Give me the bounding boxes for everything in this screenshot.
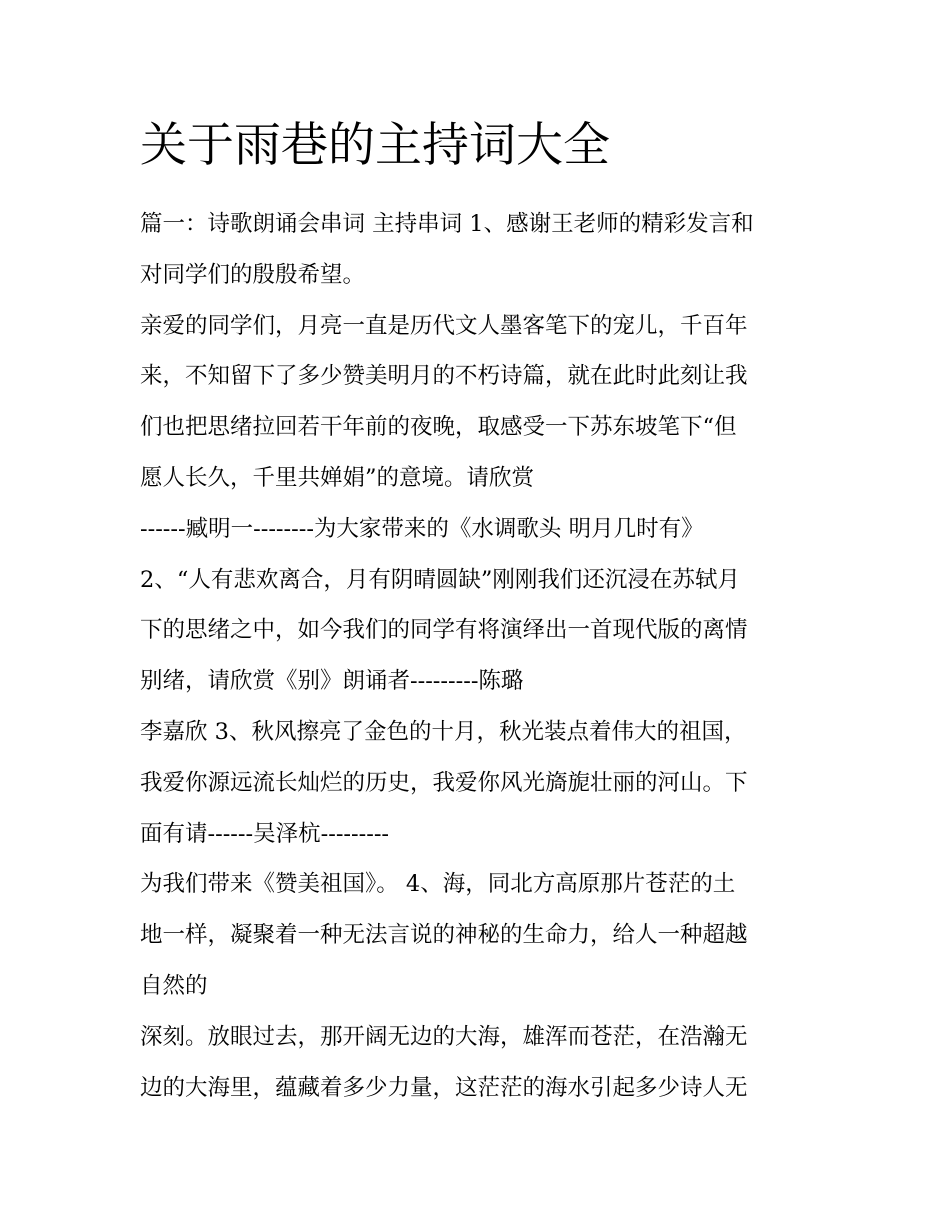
text-line: 篇一：诗歌朗诵会串词 主持串词 1、感谢王老师的精彩发言和: [140, 211, 754, 237]
text-line: 李嘉欣 3、秋风擦亮了金色的十月，秋光装点着伟大的祖国，: [140, 718, 747, 745]
text-line: 2、“人有悲欢离合，月有阴晴圆缺”刚刚我们还沉浸在苏轼月: [140, 566, 740, 593]
text-line: ------臧明一--------为大家带来的《水调歌头 明月几时有》: [140, 515, 704, 542]
text-line: 地一样，凝聚着一种无法言说的神秘的生命力，给人一种超越: [140, 922, 748, 949]
document-body: [140, 199, 820, 1113]
text-line: 来，不知留下了多少赞美明月的不朽诗篇，就在此时此刻让我: [140, 363, 748, 390]
text-line: 面有请------吴泽杭---------: [140, 820, 390, 847]
text-line: 愿人长久，千里共婵娟”的意境。请欣赏: [140, 464, 535, 491]
text-line: 对同学们的殷殷希望。: [140, 261, 366, 288]
text-line: 自然的: [140, 972, 208, 999]
text-line: 为我们带来《赞美祖国》。 4、海，同北方高原那片苍茫的土: [140, 871, 736, 898]
text-line: 边的大海里，蕴藏着多少力量，这茫茫的海水引起多少诗人无: [140, 1074, 748, 1101]
text-line: 别绪，请欣赏《别》朗诵者---------陈璐: [140, 668, 524, 695]
text-line: 下的思绪之中，如今我们的同学有将演绎出一首现代版的离情: [140, 617, 748, 644]
document-title: 关于雨巷的主持词大全: [140, 118, 610, 173]
text-line: 亲爱的同学们，月亮一直是历代文人墨客笔下的宠儿，千百年: [140, 312, 748, 339]
text-line: 我爱你源远流长灿烂的历史，我爱你风光旖旎壮丽的河山。下: [140, 769, 748, 796]
text-line: 们也把思绪拉回若干年前的夜晚，取感受一下苏东坡笔下“但: [140, 414, 737, 441]
text-line: 深刻。放眼过去，那开阔无边的大海，雄浑而苍茫，在浩瀚无: [140, 1023, 748, 1050]
